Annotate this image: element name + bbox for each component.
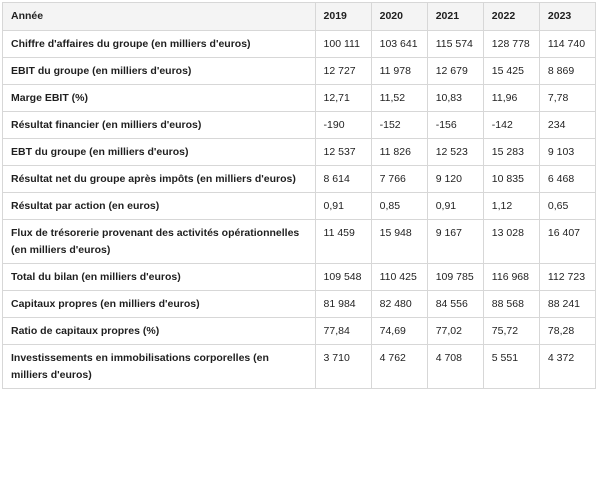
row-label: Ratio de capitaux propres (%): [3, 318, 316, 345]
cell-value: -156: [427, 112, 483, 139]
financial-table-container: [2, 2, 596, 389]
cell-value: 3 710: [315, 345, 371, 389]
row-label: Résultat par action (en euros): [3, 193, 316, 220]
cell-value: 78,28: [539, 318, 595, 345]
cell-value: 10,83: [427, 85, 483, 112]
cell-value: 100 111: [315, 31, 371, 58]
table-body: [3, 31, 596, 389]
cell-value: 15 948: [371, 220, 427, 264]
cell-value: 7 766: [371, 166, 427, 193]
cell-value: 1,12: [483, 193, 539, 220]
cell-value: 13 028: [483, 220, 539, 264]
cell-value: 88 241: [539, 291, 595, 318]
cell-value: 11 459: [315, 220, 371, 264]
cell-value: 77,02: [427, 318, 483, 345]
row-label: Résultat net du groupe après impôts (en milliers d'euros): [3, 166, 316, 193]
row-label: EBIT du groupe (en milliers d'euros): [3, 58, 316, 85]
row-label: EBT du groupe (en milliers d'euros): [3, 139, 316, 166]
cell-value: 9 103: [539, 139, 595, 166]
cell-value: 7,78: [539, 85, 595, 112]
cell-value: 11,96: [483, 85, 539, 112]
table-row: [3, 85, 596, 112]
cell-value: 10 835: [483, 166, 539, 193]
header-year: 2022: [483, 3, 539, 31]
cell-value: 11 826: [371, 139, 427, 166]
row-label: Investissements en immobilisations corporelles (en milliers d'euros): [3, 345, 316, 389]
cell-value: 128 778: [483, 31, 539, 58]
cell-value: 12 537: [315, 139, 371, 166]
cell-value: 234: [539, 112, 595, 139]
cell-value: 0,65: [539, 193, 595, 220]
table-row: [3, 112, 596, 139]
cell-value: 109 785: [427, 264, 483, 291]
cell-value: 6 468: [539, 166, 595, 193]
cell-value: -142: [483, 112, 539, 139]
cell-value: 4 372: [539, 345, 595, 389]
table-header: [3, 3, 596, 31]
cell-value: 8 869: [539, 58, 595, 85]
cell-value: 0,91: [315, 193, 371, 220]
financial-table: [2, 2, 596, 389]
cell-value: 15 283: [483, 139, 539, 166]
header-year: 2020: [371, 3, 427, 31]
cell-value: 9 120: [427, 166, 483, 193]
row-label: Marge EBIT (%): [3, 85, 316, 112]
cell-value: 88 568: [483, 291, 539, 318]
cell-value: 115 574: [427, 31, 483, 58]
cell-value: 77,84: [315, 318, 371, 345]
header-year: 2023: [539, 3, 595, 31]
cell-value: 11 978: [371, 58, 427, 85]
table-row: [3, 318, 596, 345]
cell-value: 4 762: [371, 345, 427, 389]
header-label: Année: [3, 3, 316, 31]
table-row: [3, 31, 596, 58]
table-row: [3, 291, 596, 318]
row-label: Flux de trésorerie provenant des activités opérationnelles (en milliers d'euros): [3, 220, 316, 264]
table-row: [3, 345, 596, 389]
cell-value: 12 679: [427, 58, 483, 85]
cell-value: -152: [371, 112, 427, 139]
cell-value: 82 480: [371, 291, 427, 318]
cell-value: 9 167: [427, 220, 483, 264]
cell-value: -190: [315, 112, 371, 139]
row-label: Capitaux propres (en milliers d'euros): [3, 291, 316, 318]
cell-value: 12,71: [315, 85, 371, 112]
row-label: Résultat financier (en milliers d'euros): [3, 112, 316, 139]
table-row: [3, 193, 596, 220]
row-label: Total du bilan (en milliers d'euros): [3, 264, 316, 291]
cell-value: 110 425: [371, 264, 427, 291]
cell-value: 84 556: [427, 291, 483, 318]
row-label: Chiffre d'affaires du groupe (en milliers d'euros): [3, 31, 316, 58]
table-row: [3, 58, 596, 85]
cell-value: 8 614: [315, 166, 371, 193]
cell-value: 109 548: [315, 264, 371, 291]
cell-value: 12 523: [427, 139, 483, 166]
cell-value: 116 968: [483, 264, 539, 291]
table-row: [3, 166, 596, 193]
cell-value: 12 727: [315, 58, 371, 85]
cell-value: 5 551: [483, 345, 539, 389]
header-row: [3, 3, 596, 31]
table-row: [3, 264, 596, 291]
cell-value: 11,52: [371, 85, 427, 112]
cell-value: 16 407: [539, 220, 595, 264]
cell-value: 74,69: [371, 318, 427, 345]
cell-value: 112 723: [539, 264, 595, 291]
cell-value: 114 740: [539, 31, 595, 58]
cell-value: 15 425: [483, 58, 539, 85]
cell-value: 75,72: [483, 318, 539, 345]
header-year: 2021: [427, 3, 483, 31]
cell-value: 0,85: [371, 193, 427, 220]
table-row: [3, 139, 596, 166]
cell-value: 103 641: [371, 31, 427, 58]
cell-value: 81 984: [315, 291, 371, 318]
cell-value: 4 708: [427, 345, 483, 389]
cell-value: 0,91: [427, 193, 483, 220]
header-year: 2019: [315, 3, 371, 31]
table-row: [3, 220, 596, 264]
